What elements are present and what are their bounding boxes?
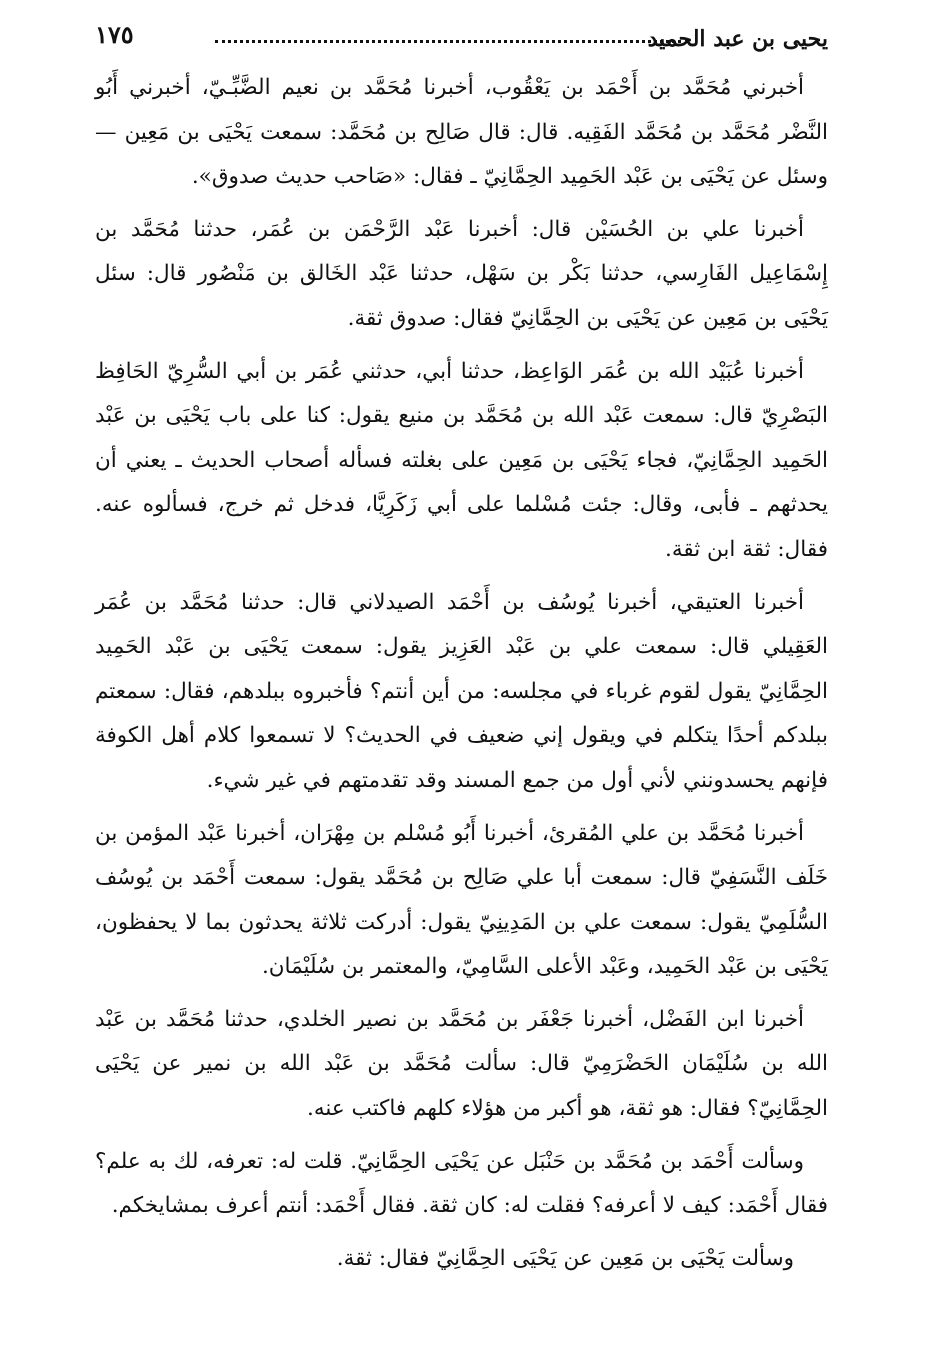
running-head — [95, 18, 828, 58]
page-number: ١٧٥ — [95, 20, 134, 49]
book-page — [95, 18, 828, 1348]
paragraph: أخبرنا ابن الفَضْل، أخبرنا جَعْفَر بن مُحَمَّد بن نصير الخلدي، حدثنا مُحَمَّد بن عَبْد الله بن سُلَيْمَان الحَضْرَمِيّ قال: سألت مُحَمَّد بن عَبْد الله بن نمير عن يَحْيَى الحِمَّانِيّ؟ فقال: هو ثقة، هو أكبر من هؤلاء كلهم فاكتب عنه. — [95, 1006, 828, 1122]
running-title: يحيى بن عبد الحميد — [647, 26, 828, 52]
paragraph: وسألت أَحْمَد بن مُحَمَّد بن حَنْبَل عن يَحْيَى الحِمَّانِيّ. قلت له: تعرفه، لك به علم؟ فقال أَحْمَد: كيف لا أعرفه؟ فقلت له: كان ثقة. فقال أَحْمَد: أنتم أعرف بمشايخكم. — [95, 1148, 828, 1219]
paragraph: أخبرنا مُحَمَّد بن علي المُقرئ، أخبرنا أَبُو مُسْلم بن مِهْرَان، أخبرنا عَبْد المؤمن بن خَلَف النَّسَفِيّ قال: سمعت أبا علي صَالِح بن مُحَمَّد يقول: سمعت أَحْمَد بن يُوسُف السُّلَمِيّ يقول: سمعت علي بن المَدِينِيّ يقول: أدركت ثلاثة يحدثون بما لا يحفظون، يَحْيَى بن عَبْد الحَمِيد، وعَبْد الأعلى السَّامِيّ، والمعتمر بن سُلَيْمَان. — [95, 820, 828, 980]
paragraph: أخبرنا عُبَيْد الله بن عُمَر الوَاعِظ، حدثنا أبي، حدثني عُمَر بن أبي السُّرِيّ الحَافِظ البَصْرِيّ قال: سمعت عَبْد الله بن مُحَمَّد بن منيع يقول: كنا على باب يَحْيَى بن عَبْد الحَمِيد الحِمَّانِيّ، فجاء يَحْيَى بن مَعِين على بغلته فسأله أصحاب الحديث ـ يعني أن يحدثهم ـ فأبى، وقال: جئت مُسْلما على أبي زَكَرِيَّا، فدخل ثم خرج، فسألوه عنه. فقال: ثقة ابن ثقة. — [95, 358, 828, 562]
body-text — [95, 66, 828, 1281]
paragraph: أخبرني مُحَمَّد بن أَحْمَد بن يَعْقُوب، أخبرنا مُحَمَّد بن نعيم الضَّبِّـيّ، أخبرني أَبُو النَّضْر مُحَمَّد بن مُحَمَّد الفَقِيه. قال: قال صَالِح بن مُحَمَّد: سمعت يَحْيَى بن مَعِين — وسئل عن يَحْيَى بن عَبْد الحَمِيد الحِمَّانِيّ ـ فقال: «صَاحب حديث صدوق». — [95, 75, 828, 190]
paragraph: أخبرنا علي بن الحُسَيْن قال: أخبرنا عَبْد الرَّحْمَن بن عُمَر، حدثنا مُحَمَّد بن إِسْمَاعِيل الفَارِسي، حدثنا بَكْر بن سَهْل، حدثنا عَبْد الخَالق بن مَنْصُور قال: سئل يَحْيَى بن مَعِين عن يَحْيَى بن الحِمَّانِيّ فقال: صدوق ثقة. — [95, 216, 828, 331]
paragraph: وسألت يَحْيَى بن مَعِين عن يَحْيَى الحِمَّانِيّ فقال: ثقة. — [336, 1245, 794, 1271]
paragraph: أخبرنا العتيقي، أخبرنا يُوسُف بن أَحْمَد الصيدلاني قال: حدثنا مُحَمَّد بن عُمَر العَقِيلي قال: سمعت علي بن عَبْد العَزِيز يقول: سمعت يَحْيَى بن عَبْد الحَمِيد الحِمَّانِيّ يقول لقوم غرباء في مجلسه: من أين أنتم؟ فأخبروه ببلدهم، فقال: سمعتم ببلدكم أحدًا يتكلم في ويقول إني ضعيف في الحديث؟ لا تسمعوا كلام أهل الكوفة فإنهم يحسدونني لأني أول من جمع المسند وقد تقدمتهم في غير شيء. — [95, 589, 828, 793]
header-dotted-leader — [215, 40, 688, 43]
